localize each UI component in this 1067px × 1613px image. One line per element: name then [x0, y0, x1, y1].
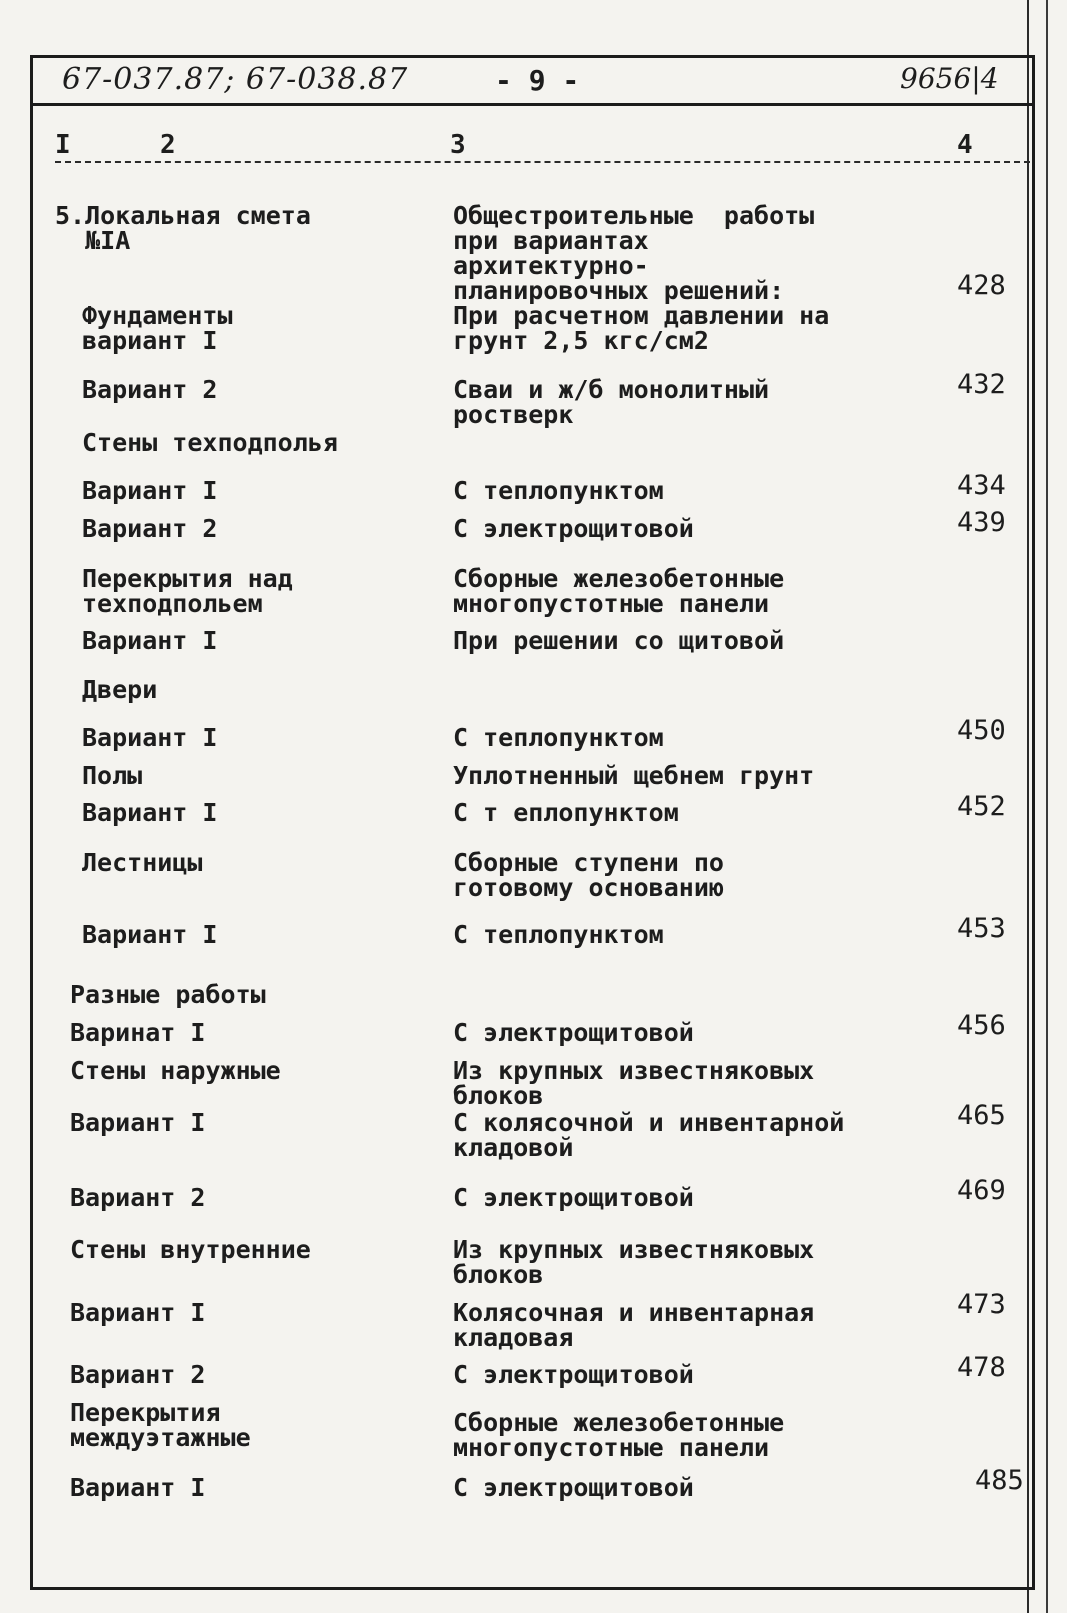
row-5-name: Вариант I	[82, 476, 218, 505]
row-7-name: Перекрытия над техподпольем	[82, 564, 293, 618]
row-1-page: 428	[957, 270, 1006, 301]
column-header-3: 3	[450, 130, 466, 160]
row-6-name: Вариант 2	[82, 514, 218, 543]
row-3-page: 432	[957, 369, 1006, 400]
row-22-page: 478	[957, 1352, 1006, 1383]
row-17-name: Стены наружные	[70, 1056, 281, 1085]
row-22-name: Вариант 2	[70, 1360, 206, 1389]
row-5-description: С теплопунктом	[453, 476, 664, 505]
row-16-page: 456	[957, 1010, 1006, 1041]
row-6-description: С электрощитовой	[453, 514, 694, 543]
row-19-name: Вариант 2	[70, 1183, 206, 1212]
row-21-description: Колясочная и инвентарная кладовая	[453, 1298, 815, 1352]
row-2-description: При расчетном давлении на грунт 2,5 кгс/см2	[453, 301, 830, 355]
row-23-name: Перекрытия междуэтажные	[70, 1398, 251, 1452]
row-13-name: Лестницы	[82, 848, 203, 877]
row-21-name: Вариант I	[70, 1298, 206, 1327]
row-15-name: Разные работы	[70, 980, 266, 1009]
row-7-description: Сборные железобетонные многопустотные панели	[453, 564, 785, 618]
row-14-description: С теплопунктом	[453, 920, 664, 949]
column-header-2: 2	[160, 130, 176, 160]
row-24-description: С электрощитовой	[453, 1473, 694, 1502]
header-divider	[33, 103, 1033, 106]
row-8-description: При решении со щитовой	[453, 626, 785, 655]
row-1-description: Общестроительные работы при вариантах архитектурно- планировочных решений:	[453, 201, 815, 305]
row-2-name: Фундаменты вариант I	[82, 301, 233, 355]
margin-rule-outer	[1046, 0, 1048, 1613]
row-3-name: Вариант 2	[82, 375, 218, 404]
row-24-name: Вариант I	[70, 1473, 206, 1502]
row-19-description: С электрощитовой	[453, 1183, 694, 1212]
column-header-4: 4	[957, 130, 973, 160]
row-23-description: Сборные железобетонные многопустотные панели	[453, 1408, 785, 1462]
row-14-page: 453	[957, 913, 1006, 944]
row-10-name: Вариант I	[82, 723, 218, 752]
row-9-name: Двери	[82, 675, 158, 704]
row-10-description: С теплопунктом	[453, 723, 664, 752]
row-3-description: Сваи и ж/б монолитный ростверк	[453, 375, 770, 429]
row-6-page: 439	[957, 507, 1006, 538]
row-24-page: 485	[975, 1465, 1024, 1496]
row-13-description: Сборные ступени по готовому основанию	[453, 848, 724, 902]
row-17-description: Из крупных известняковых блоков	[453, 1056, 815, 1110]
row-14-name: Вариант I	[82, 920, 218, 949]
row-10-page: 450	[957, 715, 1006, 746]
column-header-rule	[55, 161, 1030, 163]
row-8-name: Вариант I	[82, 626, 218, 655]
row-16-description: С электрощитовой	[453, 1018, 694, 1047]
row-22-description: С электрощитовой	[453, 1360, 694, 1389]
row-1-name: 5.Локальная смета №IА	[55, 201, 311, 255]
row-12-description: С т еплопунктом	[453, 798, 679, 827]
row-12-name: Вариант I	[82, 798, 218, 827]
page-number: - 9 -	[495, 64, 580, 97]
row-19-page: 469	[957, 1175, 1006, 1206]
row-11-description: Уплотненный щебнем грунт	[453, 761, 815, 790]
row-18-name: Вариант I	[70, 1108, 206, 1137]
row-18-page: 465	[957, 1100, 1006, 1131]
row-16-name: Варинат I	[70, 1018, 206, 1047]
row-18-description: С колясочной и инвентарной кладовой	[453, 1108, 845, 1162]
row-11-name: Полы	[82, 761, 143, 790]
row-4-name: Стены техподполья	[82, 428, 338, 457]
sheet-number: 9656|4	[900, 62, 999, 95]
row-20-name: Стены внутренние	[70, 1235, 311, 1264]
column-header-1: I	[55, 130, 71, 160]
row-12-page: 452	[957, 791, 1006, 822]
row-21-page: 473	[957, 1289, 1006, 1320]
row-20-description: Из крупных известняковых блоков	[453, 1235, 815, 1289]
document-code: 67-037.87; 67-038.87	[62, 62, 409, 97]
row-5-page: 434	[957, 470, 1006, 501]
